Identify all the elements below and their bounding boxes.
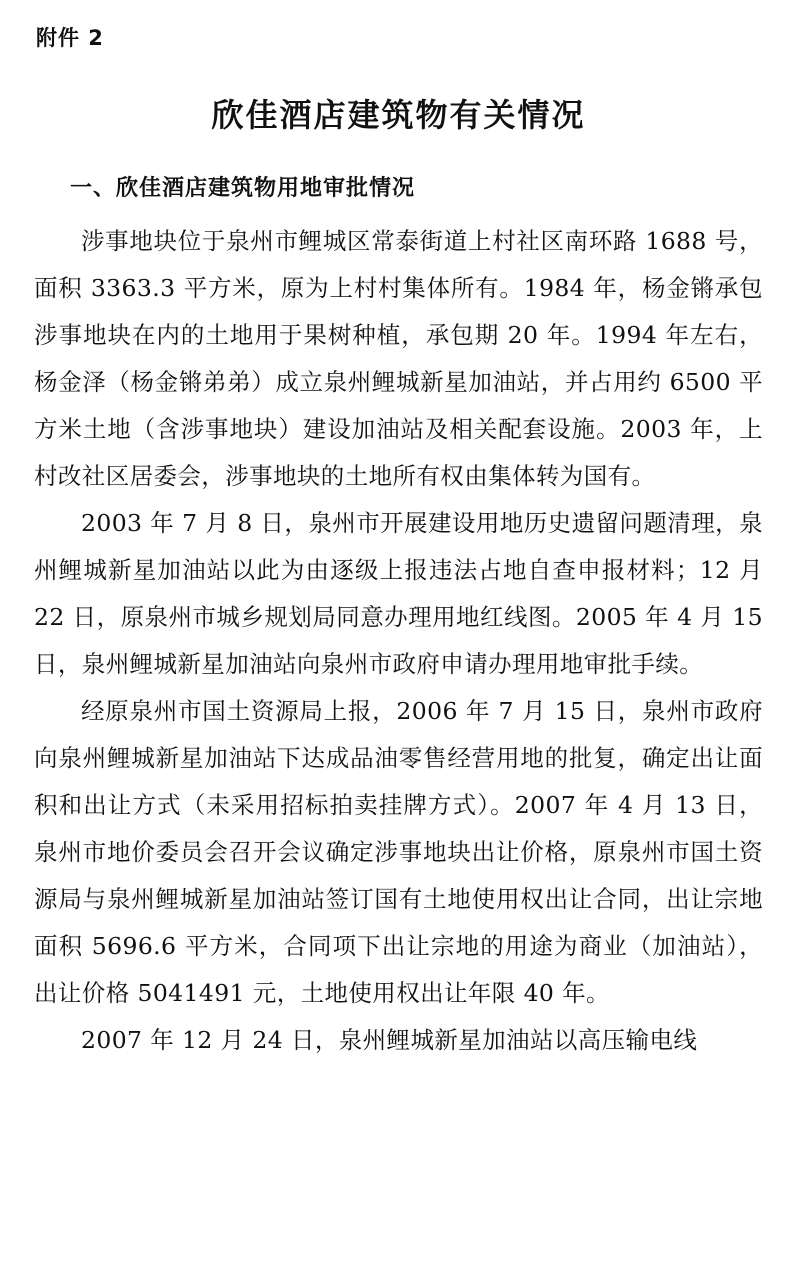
paragraph: 涉事地块位于泉州市鲤城区常泰街道上村社区南环路 1688 号，面积 3363.3 平方米，原为上村村集体所有。1984 年，杨金锵承包涉事地块在内的土地用于果树种植，承包期 20 年。1994 年左右，杨金泽（杨金锵弟弟）成立泉州鲤城新星加油站，并占用约 6500 平方米土地（含涉事地块）建设加油站及相关配套设施。2003 年，上村改社区居委会，涉事地块的土地所有权由集体转为国有。 [34, 226, 763, 490]
section-heading-1: 一、欣佳酒店建筑物用地审批情况 [70, 176, 416, 202]
body-text [34, 218, 763, 1064]
page-title: 欣佳酒店建筑物有关情况 [211, 96, 586, 135]
attachment-label: 附件 2 [36, 26, 104, 50]
paragraph: 2003 年 7 月 8 日，泉州市开展建设用地历史遗留问题清理，泉州鲤城新星加油站以此为由逐级上报违法占地自查申报材料；12 月 22 日，原泉州市城乡规划局同意办理用地红线图。2005 年 4 月 15 日，泉州鲤城新星加油站向泉州市政府申请办理用地审批手续。 [34, 508, 763, 678]
paragraph: 经原泉州市国土资源局上报，2006 年 7 月 15 日，泉州市政府向泉州鲤城新星加油站下达成品油零售经营用地的批复，确定出让面积和出让方式（未采用招标拍卖挂牌方式）。2007 年 4 月 13 日，泉州市地价委员会召开会议确定涉事地块出让价格，原泉州市国土资源局与泉州鲤城新星加油站签订国有土地使用权出让合同，出让宗地面积 5696.6 平方米，合同项下出让宗地的用途为商业（加油站），出让价格 5041491 元，土地使用权出让年限 40 年。 [34, 696, 763, 1007]
paragraph: 2007 年 12 月 24 日，泉州鲤城新星加油站以高压输电线 [81, 1025, 698, 1054]
